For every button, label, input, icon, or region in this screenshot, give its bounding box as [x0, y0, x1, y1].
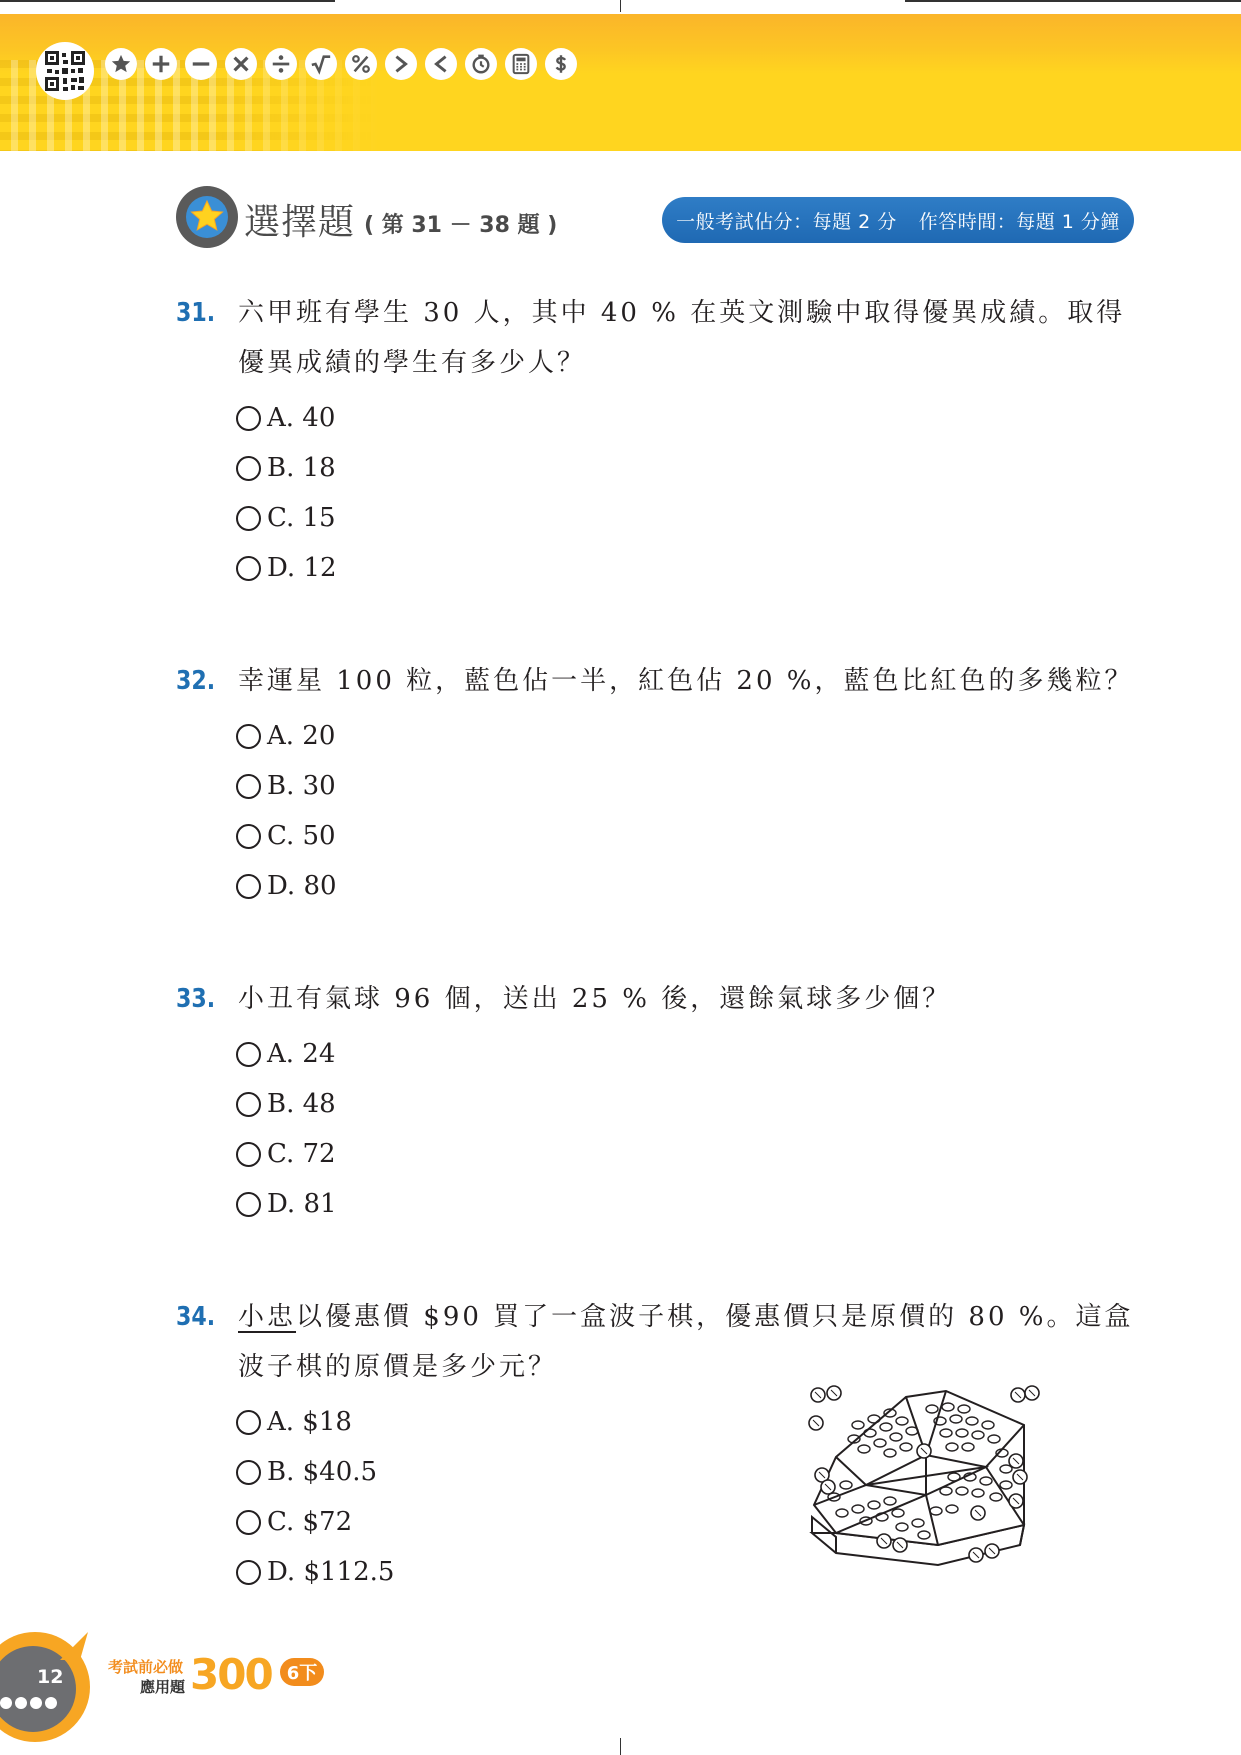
question-number: 34. [176, 1302, 216, 1332]
section-title: 選擇題 [244, 202, 356, 243]
answer-option[interactable] [236, 393, 337, 443]
calculator-icon [505, 48, 537, 80]
radio-circle-icon[interactable] [236, 1142, 261, 1167]
times-icon [225, 48, 257, 80]
question-text: 小丑有氣球 96 個，送出 25 % 後，還餘氣球多少個？ [238, 984, 952, 1014]
option-label: D. 12 [267, 553, 337, 583]
question-number: 32. [176, 666, 216, 696]
page-badge-tail-icon [60, 1632, 90, 1660]
question-text [238, 1292, 1138, 1392]
option-label: C. 15 [267, 503, 336, 533]
option-label: A. 24 [267, 1039, 336, 1069]
minus-icon [185, 48, 217, 80]
radio-circle-icon[interactable] [236, 1560, 261, 1585]
top-rule-left [0, 0, 335, 2]
top-rule-right [905, 0, 1241, 2]
option-label: C. 72 [267, 1139, 336, 1169]
answer-options [236, 393, 337, 593]
greater-than-icon [385, 48, 417, 80]
option-label: D. $112.5 [267, 1557, 395, 1587]
radio-circle-icon[interactable] [236, 556, 261, 581]
crop-mark-bottom [620, 1738, 621, 1755]
header-icon-row [105, 48, 577, 80]
time-text: 作答時間：每題 1 分鐘 [918, 210, 1120, 233]
series-number: 300 [190, 1650, 272, 1699]
radio-circle-icon[interactable] [236, 1460, 261, 1485]
answer-option[interactable] [236, 861, 337, 911]
question-text: 幸運星 100 粒，藍色佔一半，紅色佔 20 %，藍色比紅色的多幾粒？ [238, 666, 1134, 696]
less-than-icon [425, 48, 457, 80]
question-number: 31. [176, 298, 216, 328]
clock-icon [465, 48, 497, 80]
grade-badge: 6下 [280, 1658, 324, 1686]
page-number: 12 [37, 1666, 64, 1688]
scoring-info-pill [662, 197, 1134, 243]
crop-mark-top [620, 0, 621, 12]
answer-options [236, 1397, 394, 1597]
question-text: 六甲班有學生 30 人，其中 40 % 在英文測驗中取得優異成績。取得優異成績的學生有多少人？ [238, 298, 1126, 378]
answer-option[interactable] [236, 493, 337, 543]
divide-icon [265, 48, 297, 80]
answer-option[interactable] [236, 711, 337, 761]
section-question-range: ( 第 31 － 38 題 ) [364, 213, 558, 238]
person-name: 小忠 [238, 1302, 297, 1332]
answer-option[interactable] [236, 1497, 394, 1547]
dollar-icon [545, 48, 577, 80]
option-label: B. 48 [267, 1089, 336, 1119]
radio-circle-icon[interactable] [236, 506, 261, 531]
footer-dot-icon [0, 1697, 12, 1709]
option-label: A. 20 [267, 721, 336, 751]
qr-code-icon[interactable] [36, 42, 94, 100]
section-star-icon [176, 186, 238, 248]
question-body: 以優惠價 $90 買了一盒波子棋，優惠價只是原價的 80 %。這盒波子棋的原價是多少元？ [238, 1302, 1134, 1382]
chinese-checkers-illustration [806, 1385, 1046, 1570]
question-number: 33. [176, 984, 216, 1014]
footer-mini-icons [0, 1697, 57, 1709]
radio-circle-icon[interactable] [236, 456, 261, 481]
radio-circle-icon[interactable] [236, 724, 261, 749]
answer-option[interactable] [236, 1129, 337, 1179]
answer-option[interactable] [236, 1029, 337, 1079]
answer-options [236, 1029, 337, 1229]
radio-circle-icon[interactable] [236, 406, 261, 431]
radio-circle-icon[interactable] [236, 1042, 261, 1067]
footer-dot-icon [15, 1697, 27, 1709]
option-label: D. 80 [267, 871, 337, 901]
answer-options [236, 711, 337, 911]
answer-option[interactable] [236, 443, 337, 493]
option-label: B. $40.5 [267, 1457, 378, 1487]
scoring-text: 一般考試佔分：每題 2 分 [676, 210, 897, 233]
footer-dot-icon [45, 1697, 57, 1709]
radio-circle-icon[interactable] [236, 824, 261, 849]
answer-option[interactable] [236, 761, 337, 811]
radio-circle-icon[interactable] [236, 1510, 261, 1535]
option-label: B. 30 [267, 771, 336, 801]
radio-circle-icon[interactable] [236, 874, 261, 899]
radio-circle-icon[interactable] [236, 1410, 261, 1435]
radio-circle-icon[interactable] [236, 774, 261, 799]
plus-icon [145, 48, 177, 80]
option-label: A. $18 [267, 1407, 352, 1437]
series-title-line2: 應用題 [140, 1678, 186, 1696]
option-label: A. 40 [267, 403, 336, 433]
answer-option[interactable] [236, 1079, 337, 1129]
radio-circle-icon[interactable] [236, 1092, 261, 1117]
answer-option[interactable] [236, 1397, 394, 1447]
star-icon [105, 48, 137, 80]
answer-option[interactable] [236, 543, 337, 593]
answer-option[interactable] [236, 1547, 394, 1597]
percent-icon [345, 48, 377, 80]
series-title-line1: 考試前必做 [108, 1658, 184, 1676]
footer-dot-icon [30, 1697, 42, 1709]
option-label: D. 81 [267, 1189, 337, 1219]
sqrt-icon [305, 48, 337, 80]
option-label: B. 18 [267, 453, 336, 483]
answer-option[interactable] [236, 1179, 337, 1229]
radio-circle-icon[interactable] [236, 1192, 261, 1217]
option-label: C. 50 [267, 821, 336, 851]
answer-option[interactable] [236, 811, 337, 861]
option-label: C. $72 [267, 1507, 353, 1537]
answer-option[interactable] [236, 1447, 394, 1497]
